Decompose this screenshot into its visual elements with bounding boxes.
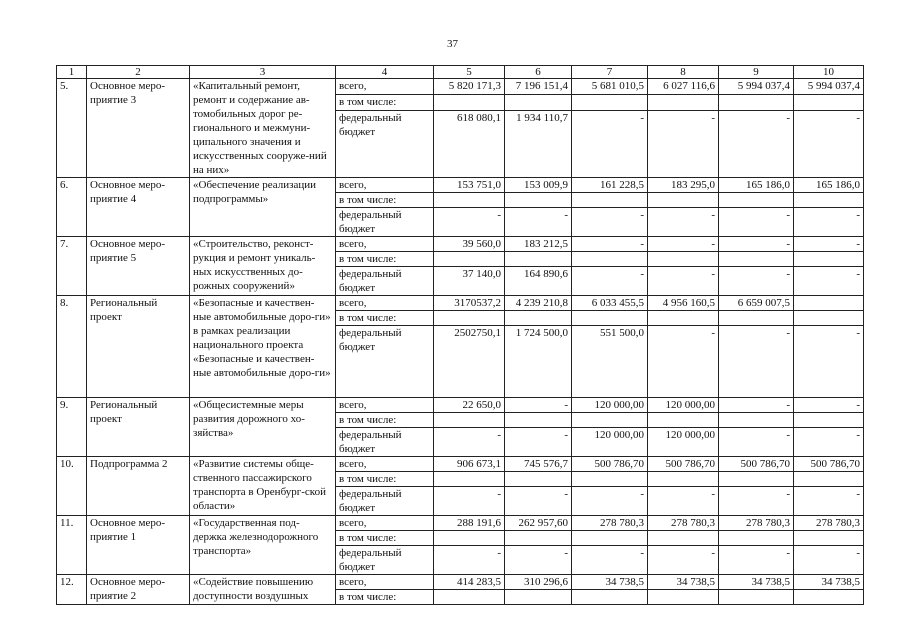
value-cell: [719, 531, 794, 546]
value-cell: 161 228,5: [572, 178, 648, 193]
value-cell: [505, 193, 572, 208]
funding-label: в том числе:: [336, 94, 434, 110]
value-cell: -: [505, 546, 572, 575]
value-cell: -: [794, 208, 864, 237]
value-cell: 120 000,00: [648, 428, 719, 457]
value-cell: 5 820 171,3: [434, 79, 505, 95]
measure-type: Основное меро-приятие 1: [87, 516, 190, 575]
value-cell: 183 212,5: [505, 237, 572, 252]
funding-label: всего,: [336, 296, 434, 311]
table-row: [57, 575, 864, 590]
value-cell: 4 239 210,8: [505, 296, 572, 311]
measure-title: «Безопасные и качествен-ные автомобильные доро-ги» в рамках реализации национального проекта «Безопасные и качествен-ные автомобильные доро-ги»: [190, 296, 336, 398]
value-cell: 4 956 160,5: [648, 296, 719, 311]
measure-type: Основное меро-приятие 3: [87, 79, 190, 178]
value-cell: 551 500,0: [572, 326, 648, 398]
table-row: [57, 79, 864, 95]
value-cell: 2502750,1: [434, 326, 505, 398]
value-cell: -: [648, 267, 719, 296]
value-cell: [794, 311, 864, 326]
table-row: [57, 296, 864, 311]
value-cell: -: [794, 546, 864, 575]
value-cell: -: [719, 208, 794, 237]
measure-type: Основное меро-приятие 5: [87, 237, 190, 296]
value-cell: [572, 193, 648, 208]
value-cell: 5 994 037,4: [794, 79, 864, 95]
value-cell: 3170537,2: [434, 296, 505, 311]
value-cell: [648, 472, 719, 487]
value-cell: 278 780,3: [648, 516, 719, 531]
value-cell: -: [505, 208, 572, 237]
row-number: 7.: [57, 237, 87, 296]
value-cell: 745 576,7: [505, 457, 572, 472]
value-cell: [572, 531, 648, 546]
value-cell: -: [794, 428, 864, 457]
value-cell: 120 000,00: [648, 398, 719, 413]
value-cell: [572, 413, 648, 428]
value-cell: 34 738,5: [648, 575, 719, 590]
value-cell: 6 659 007,5: [719, 296, 794, 311]
value-cell: 7 196 151,4: [505, 79, 572, 95]
value-cell: [719, 252, 794, 267]
value-cell: [719, 590, 794, 605]
budget-table: [56, 65, 864, 605]
value-cell: 34 738,5: [794, 575, 864, 590]
value-cell: [505, 472, 572, 487]
value-cell: [505, 413, 572, 428]
header-cell: 10: [794, 66, 864, 79]
header-cell: 8: [648, 66, 719, 79]
value-cell: 5 681 010,5: [572, 79, 648, 95]
value-cell: [572, 472, 648, 487]
value-cell: 500 786,70: [648, 457, 719, 472]
measure-type: Основное меро-приятие 2: [87, 575, 190, 605]
value-cell: -: [572, 237, 648, 252]
value-cell: [648, 193, 719, 208]
value-cell: 120 000,00: [572, 428, 648, 457]
value-cell: 120 000,00: [572, 398, 648, 413]
value-cell: -: [719, 487, 794, 516]
value-cell: -: [794, 267, 864, 296]
value-cell: [719, 193, 794, 208]
row-number: 10.: [57, 457, 87, 516]
header-cell: 7: [572, 66, 648, 79]
funding-label: в том числе:: [336, 311, 434, 326]
value-cell: [434, 311, 505, 326]
value-cell: 1 934 110,7: [505, 110, 572, 177]
value-cell: [648, 94, 719, 110]
value-cell: -: [572, 546, 648, 575]
value-cell: 500 786,70: [794, 457, 864, 472]
value-cell: 34 738,5: [719, 575, 794, 590]
value-cell: -: [648, 237, 719, 252]
funding-label: федеральный бюджет: [336, 267, 434, 296]
measure-type: Подпрограмма 2: [87, 457, 190, 516]
header-row: [57, 66, 864, 79]
row-number: 6.: [57, 178, 87, 237]
value-cell: -: [572, 487, 648, 516]
table-row: [57, 398, 864, 413]
value-cell: 278 780,3: [719, 516, 794, 531]
value-cell: -: [505, 428, 572, 457]
funding-label: всего,: [336, 178, 434, 193]
header-cell: 9: [719, 66, 794, 79]
value-cell: [434, 590, 505, 605]
funding-label: в том числе:: [336, 590, 434, 605]
row-number: 12.: [57, 575, 87, 605]
value-cell: [648, 590, 719, 605]
value-cell: [648, 413, 719, 428]
value-cell: -: [648, 487, 719, 516]
value-cell: [648, 531, 719, 546]
value-cell: [719, 311, 794, 326]
value-cell: -: [572, 267, 648, 296]
value-cell: -: [505, 487, 572, 516]
table-row: [57, 178, 864, 193]
value-cell: -: [648, 208, 719, 237]
value-cell: -: [794, 487, 864, 516]
header-cell: 3: [190, 66, 336, 79]
header-cell: 4: [336, 66, 434, 79]
funding-label: федеральный бюджет: [336, 110, 434, 177]
value-cell: [648, 311, 719, 326]
measure-title: «Капитальный ремонт, ремонт и содержание ав-томобильных дорог ре-гионального и межмуни-ципального значения и искусственных сооруже-ний на них»: [190, 79, 336, 178]
value-cell: -: [794, 110, 864, 177]
value-cell: -: [719, 110, 794, 177]
funding-label: всего,: [336, 516, 434, 531]
value-cell: [434, 472, 505, 487]
value-cell: [794, 296, 864, 311]
value-cell: 39 560,0: [434, 237, 505, 252]
measure-title: «Содействие повышению доступности воздушных: [190, 575, 336, 605]
value-cell: [572, 590, 648, 605]
value-cell: [794, 413, 864, 428]
value-cell: [505, 311, 572, 326]
measure-type: Основное меро-приятие 4: [87, 178, 190, 237]
funding-label: федеральный бюджет: [336, 208, 434, 237]
value-cell: -: [434, 546, 505, 575]
value-cell: -: [794, 237, 864, 252]
funding-label: всего,: [336, 575, 434, 590]
value-cell: 164 890,6: [505, 267, 572, 296]
value-cell: [505, 590, 572, 605]
value-cell: 22 650,0: [434, 398, 505, 413]
value-cell: 278 780,3: [572, 516, 648, 531]
funding-label: всего,: [336, 457, 434, 472]
value-cell: 165 186,0: [794, 178, 864, 193]
page-number: 37: [447, 38, 458, 50]
value-cell: -: [572, 110, 648, 177]
measure-title: «Строительство, реконст-рукция и ремонт уникаль-ных искусственных до-рожных сооружений»: [190, 237, 336, 296]
header-cell: 5: [434, 66, 505, 79]
value-cell: 906 673,1: [434, 457, 505, 472]
header-cell: 6: [505, 66, 572, 79]
value-cell: 618 080,1: [434, 110, 505, 177]
header-cell: 2: [87, 66, 190, 79]
funding-label: в том числе:: [336, 193, 434, 208]
value-cell: 500 786,70: [719, 457, 794, 472]
measure-title: «Общесистемные меры развития дорожного хо-зяйства»: [190, 398, 336, 457]
value-cell: -: [434, 487, 505, 516]
value-cell: [434, 252, 505, 267]
row-number: 11.: [57, 516, 87, 575]
value-cell: 183 295,0: [648, 178, 719, 193]
table-row: [57, 237, 864, 252]
value-cell: 500 786,70: [572, 457, 648, 472]
value-cell: -: [648, 546, 719, 575]
header-cell: 1: [57, 66, 87, 79]
value-cell: [719, 472, 794, 487]
measure-title: «Развитие системы обще-ственного пассажирского транспорта в Оренбург-ской области»: [190, 457, 336, 516]
value-cell: [572, 311, 648, 326]
measure-title: «Обеспечение реализации подпрограммы»: [190, 178, 336, 237]
value-cell: -: [434, 428, 505, 457]
value-cell: 278 780,3: [794, 516, 864, 531]
funding-label: федеральный бюджет: [336, 487, 434, 516]
value-cell: [794, 590, 864, 605]
value-cell: [794, 94, 864, 110]
funding-label: в том числе:: [336, 531, 434, 546]
value-cell: 6 027 116,6: [648, 79, 719, 95]
value-cell: -: [719, 546, 794, 575]
value-cell: 37 140,0: [434, 267, 505, 296]
value-cell: -: [505, 398, 572, 413]
funding-label: всего,: [336, 237, 434, 252]
value-cell: [794, 531, 864, 546]
row-number: 9.: [57, 398, 87, 457]
value-cell: [505, 531, 572, 546]
value-cell: -: [719, 428, 794, 457]
value-cell: -: [794, 398, 864, 413]
value-cell: 288 191,6: [434, 516, 505, 531]
value-cell: 262 957,60: [505, 516, 572, 531]
value-cell: -: [719, 326, 794, 398]
funding-label: федеральный бюджет: [336, 546, 434, 575]
value-cell: -: [648, 110, 719, 177]
value-cell: [794, 472, 864, 487]
funding-label: федеральный бюджет: [336, 326, 434, 398]
value-cell: -: [434, 208, 505, 237]
value-cell: [794, 193, 864, 208]
value-cell: [434, 413, 505, 428]
table-row: [57, 516, 864, 531]
funding-label: в том числе:: [336, 413, 434, 428]
funding-label: в том числе:: [336, 252, 434, 267]
measure-type: Региональный проект: [87, 398, 190, 457]
funding-label: федеральный бюджет: [336, 428, 434, 457]
value-cell: [434, 193, 505, 208]
value-cell: [505, 252, 572, 267]
value-cell: 153 751,0: [434, 178, 505, 193]
value-cell: 414 283,5: [434, 575, 505, 590]
row-number: 8.: [57, 296, 87, 398]
value-cell: 5 994 037,4: [719, 79, 794, 95]
value-cell: [434, 94, 505, 110]
value-cell: 153 009,9: [505, 178, 572, 193]
value-cell: -: [572, 208, 648, 237]
value-cell: [572, 94, 648, 110]
funding-label: в том числе:: [336, 472, 434, 487]
value-cell: 310 296,6: [505, 575, 572, 590]
table-row: [57, 457, 864, 472]
value-cell: 165 186,0: [719, 178, 794, 193]
value-cell: [794, 252, 864, 267]
value-cell: [572, 252, 648, 267]
value-cell: -: [648, 326, 719, 398]
value-cell: [505, 94, 572, 110]
row-number: 5.: [57, 79, 87, 178]
value-cell: 34 738,5: [572, 575, 648, 590]
value-cell: [434, 531, 505, 546]
value-cell: 6 033 455,5: [572, 296, 648, 311]
funding-label: всего,: [336, 398, 434, 413]
value-cell: -: [719, 267, 794, 296]
value-cell: [719, 94, 794, 110]
measure-type: Региональный проект: [87, 296, 190, 398]
value-cell: -: [719, 398, 794, 413]
value-cell: -: [719, 237, 794, 252]
value-cell: [648, 252, 719, 267]
measure-title: «Государственная под-держка железнодорожного транспорта»: [190, 516, 336, 575]
funding-label: всего,: [336, 79, 434, 95]
value-cell: -: [794, 326, 864, 398]
value-cell: [719, 413, 794, 428]
value-cell: 1 724 500,0: [505, 326, 572, 398]
